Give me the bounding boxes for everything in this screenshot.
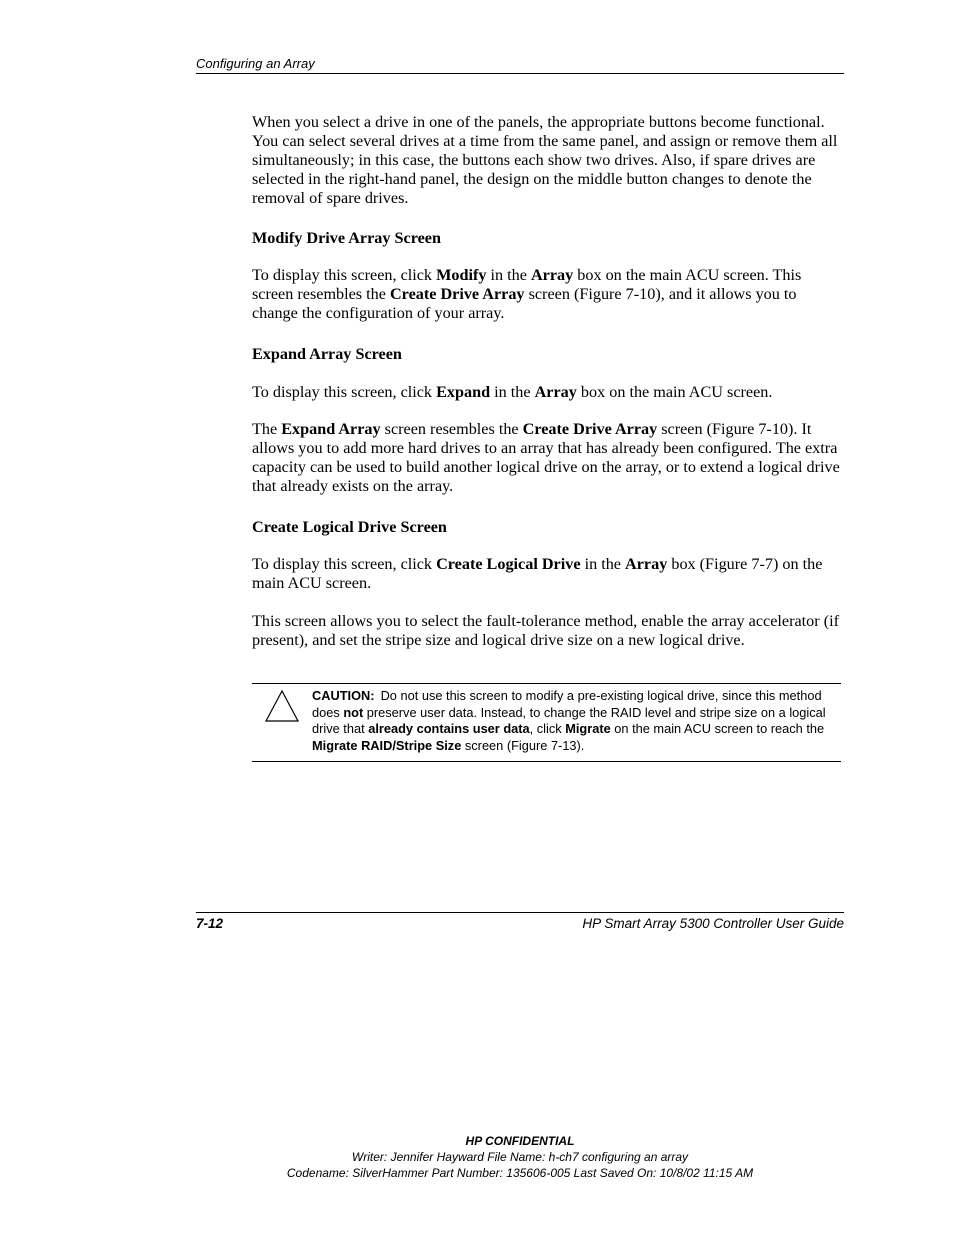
term-expand: Expand — [436, 383, 491, 401]
term-array: Array — [530, 266, 574, 284]
term-array: Array — [534, 383, 577, 401]
confidential-writer-line: Writer: Jennifer Hayward File Name: h-ch7 configuring an array — [351, 1150, 689, 1164]
running-header — [196, 55, 844, 74]
caution-label: CAUTION: — [312, 688, 375, 703]
term-create-logical-drive: Create Logical Drive — [436, 555, 581, 573]
create-logical-drive-heading: Create Logical Drive Screen — [252, 518, 447, 536]
confidential-codename-line: Codename: SilverHammer Part Number: 135606-005 Last Saved On: 10/8/02 11:15 AM — [286, 1166, 754, 1180]
create-logical-paragraph-2: This screen allows you to select the fault-tolerance method, enable the array accelerator (if present), and set the stripe size and logical drive size on a new logical drive. — [252, 612, 839, 649]
modify-drive-array-heading: Modify Drive Array Screen — [252, 229, 441, 247]
intro-text: When you select a drive in one of the panels, the appropriate buttons become functional. You can select several drives at a time from the same panel, and assign or remove them all simultaneously; in this case, the buttons each show two drives. Also, if spare drives are selected in the right-hand panel, the design on the middle button changes to denote the removal of spare drives. — [252, 113, 838, 207]
expand-array-heading: Expand Array Screen — [252, 345, 402, 363]
term-create-drive-array: Create Drive Array — [522, 420, 658, 438]
create-logical-paragraph-1: To display this screen, click Create Logical Drive in the Array box (Figure 7-7) on the main ACU screen. — [252, 555, 823, 592]
modify-paragraph: To display this screen, click Modify in the Array box on the main ACU screen. This screen resembles the Create Drive Array screen (Figure 7-10), and it allows you to change the configuration of your array. — [252, 266, 802, 322]
expand-paragraph-1: To display this screen, click Expand in the Array box on the main ACU screen. — [252, 383, 773, 401]
confidential-title: HP CONFIDENTIAL — [465, 1134, 575, 1148]
confidential-block — [200, 1133, 840, 1181]
caution-text: CAUTION: Do not use this screen to modify a pre-existing logical drive, since this method does not preserve user data. Instead, to change the RAID level and stripe size on a logical drive that already contains user data, click Migrate on the main ACU screen to reach the Migrate RAID/Stripe Size screen (Figure 7-13). — [312, 688, 826, 753]
term-expand-array: Expand Array — [281, 420, 381, 438]
warning-triangle-icon — [264, 689, 300, 723]
running-header-title: Configuring an Array — [196, 56, 315, 71]
expand-paragraph-2: The Expand Array screen resembles the Create Drive Array screen (Figure 7-10). It allows you to add more hard drives to an array that has already been configured. The extra capacity can be used to build another logical drive on the array, or to extend a logical drive that already exists on the array. — [252, 420, 840, 495]
caution-box — [252, 683, 841, 762]
intro-paragraph — [252, 113, 844, 208]
term-create-drive-array: Create Drive Array — [389, 285, 525, 303]
term-modify: Modify — [436, 266, 487, 284]
term-array: Array — [625, 555, 668, 573]
guide-title: HP Smart Array 5300 Controller User Guide — [582, 916, 844, 931]
running-footer — [196, 912, 844, 933]
page-number: 7-12 — [196, 916, 224, 931]
